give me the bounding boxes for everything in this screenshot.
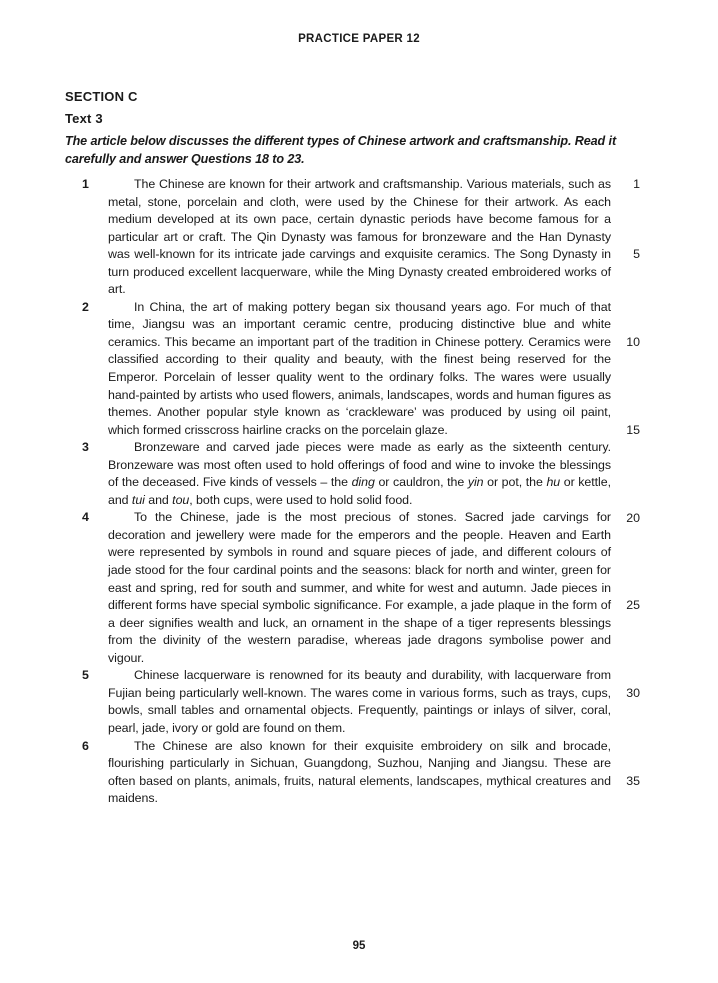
paragraph-number: 1	[82, 177, 89, 191]
paragraph-number: 2	[82, 299, 89, 314]
paragraph-text: Bronzeware and carved jade pieces were made as early as the sixteenth century. Bronzeware was most often used to hold offerings of food and wine to invoke the blessings of the deceased. Five kinds of vessels – the ding or cauldron, the yin or pot, the hu or kettle, and tui and tou, both cups, were used to hold solid food.	[108, 440, 611, 507]
line-number: 35	[626, 774, 640, 788]
paragraph-text: The Chinese are also known for their exquisite embroidery on silk and brocade, flourishing particularly in Sichuan, Guangdong, Suzhou, Nanjing and Jiangsu. These are often based on plants, animals, fruits, natural elements, landscapes, mythical creatures and maidens.	[108, 738, 611, 806]
paragraph-number: 3	[82, 440, 89, 455]
article-paragraph	[65, 667, 655, 737]
paragraph-text: Chinese lacquerware is renowned for its beauty and durability, with lacquerware from Fujian being particularly well-known. The wares come in various forms, such as trays, cups, bowls, small tables and ornamental objects. Frequently, paintings or inlays of silver, coral, pearl, jade, ivory or gold are found on them.	[108, 668, 611, 735]
article-paragraph	[65, 738, 655, 808]
paragraph-number: 4	[82, 510, 89, 525]
line-number: 10	[626, 335, 640, 349]
italic-term: tui	[131, 492, 145, 507]
italic-term: tou	[172, 492, 190, 507]
line-number: 25	[626, 598, 640, 612]
page-number: 95	[352, 940, 366, 952]
paragraph-text: The Chinese are known for their artwork and craftsmanship. Various materials, such as metal, stone, porcelain and cloth, were used by the Chinese for their artwork. As each medium developed at its own pace, certain dynastic periods have become famous for a particular art or craft. The Qin Dynasty was famous for bronzeware and the Han Dynasty was well-known for its intricate jade carvings and exquisite ceramics. The Song Dynasty in turn produced excellent lacquerware, while the Ming Dynasty created embroidered works of art.	[108, 177, 611, 297]
article-body	[65, 176, 655, 808]
section-label: SECTION C	[65, 89, 138, 104]
paragraph-text: In China, the art of making pottery began six thousand years ago. For much of that time, Jiangsu was an important ceramic centre, producing distinctive blue and white ceramics. This became an important part of the tradition in Chinese pottery. Ceramics were classified according to their quality and beauty, with the finest being reserved for the Emperor. Porcelain of lesser quality went to the ordinary folks. The wares were usually hand-painted by artists who used flowers, animals, landscapes, words and human figures as themes. Another popular style known as ‘crackleware’ was produced by using oil paint, which formed crisscross hairline cracks on the porcelain glaze.	[108, 299, 611, 437]
italic-term: yin	[467, 475, 484, 490]
italic-term: ding	[351, 475, 375, 490]
line-number: 5	[633, 247, 640, 261]
line-number: 15	[626, 423, 640, 437]
instruction-text: The article below discusses the different types of Chinese artwork and craftsmanship. Read it carefully and answer Questions 18 to 23.	[65, 134, 617, 166]
paragraph-number: 5	[82, 668, 89, 683]
text-label: Text 3	[65, 111, 103, 126]
running-header-title: PRACTICE PAPER 12	[298, 33, 420, 45]
article-paragraph	[65, 176, 655, 299]
line-number: 20	[626, 511, 640, 525]
line-number: 30	[626, 686, 640, 700]
line-number: 1	[633, 177, 640, 191]
article-paragraph	[65, 439, 655, 509]
line-number-gutter	[612, 176, 640, 816]
article-paragraph	[65, 299, 655, 439]
article-paragraph	[65, 509, 655, 667]
paragraph-text: To the Chinese, jade is the most precious of stones. Sacred jade carvings for decoration and jewellery were made for the emperors and the people. Heaven and Earth were represented by symbols in round and square pieces of jade, and different colours of jade stood for the four cardinal points and the seasons: black for north and winter, green for east and spring, red for south and summer, and white for west and autumn. Jade pieces in different forms have special symbolic significance. For example, a jade plaque in the form of a deer signifies wealth and luck, an ornament in the shape of a tiger represents blessings from the divinity of the western paradise, whereas jade dragons symbolise power and vigour.	[108, 510, 611, 665]
italic-term: hu	[546, 475, 561, 490]
paragraph-number: 6	[82, 738, 89, 753]
